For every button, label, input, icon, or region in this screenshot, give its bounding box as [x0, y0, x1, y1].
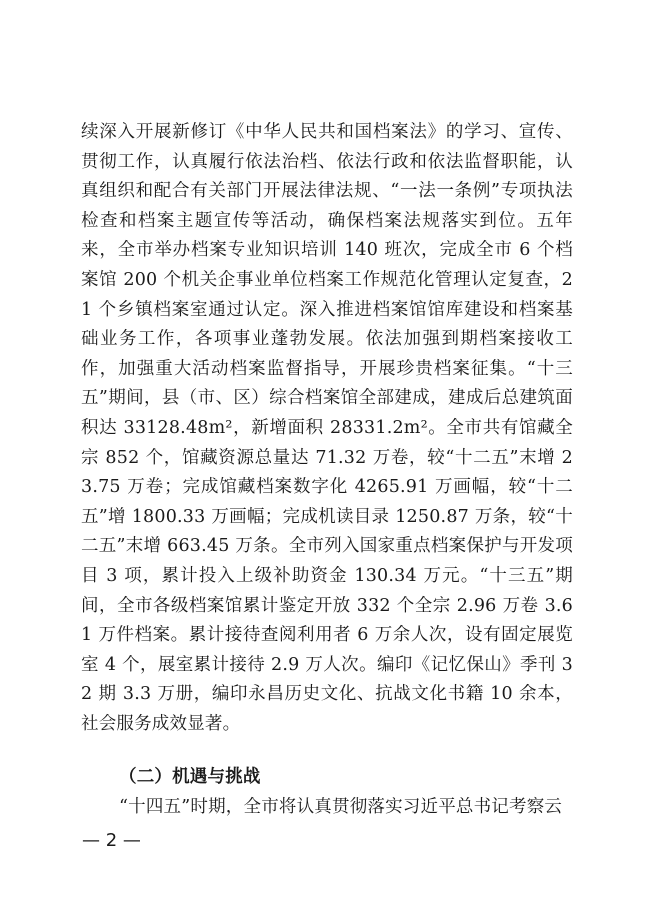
section-heading: （二）机遇与挑战 — [119, 767, 261, 787]
body-paragraph-continued: “十四五”时期，全市将认真贯彻落实习近平总书记考察云 — [119, 797, 563, 817]
body-paragraph: 续深入开展新修订《中华人民共和国档案法》的学习、宣传、贯彻工作，认真履行依法治档、依法行政和依法监督职能，认真组织和配合有关部门开展法律法规、“一法一条例”专项执法检查和档案主题宣传等活动，确保档案法规落实到位。五年来，全市举办档案专业知识培训 140 班次，完成全市 6 个档案馆 200 个机关企事业单位档案工作规范化管理认定复查，21 个乡镇档案室通过认定。深入推进档案馆馆库建设和档案基础业务工作，各项事业蓬勃发展。依法加强到期档案接收工作，加强重大活动档案监督指导，开展珍贵档案征集。“十三五”期间，县（市、区）综合档案馆全部建成，建成后总建筑面积达 33128.48m²，新增面积 28331.2m²。全市共有馆藏全宗 852 个，馆藏资源总量达 71.32 万卷，较“十二五”末增 23.75 万卷；完成馆藏档案数字化 4265.91 万画幅，较“十二五”增 1800.33 万画幅；完成机读目录 1250.87 万条，较“十二五”末增 663.45 万条。全市列入国家重点档案保护与开发项目 3 项，累计投入上级补助资金 130.34 万元。“十三五”期间，全市各级档案馆累计鉴定开放 332 个全宗 2.96 万卷 3.61 万件档案。累计接待查阅利用者 6 万余人次，设有固定展览室 4 个，展室累计接待 2.9 万人次。编印《记忆保山》季刊 32 期 3.3 万册，编印永昌历史文化、抗战文化书籍 10 余本，社会服务成效显著。 — [81, 122, 573, 734]
page-number: — 2 — — [82, 830, 141, 851]
